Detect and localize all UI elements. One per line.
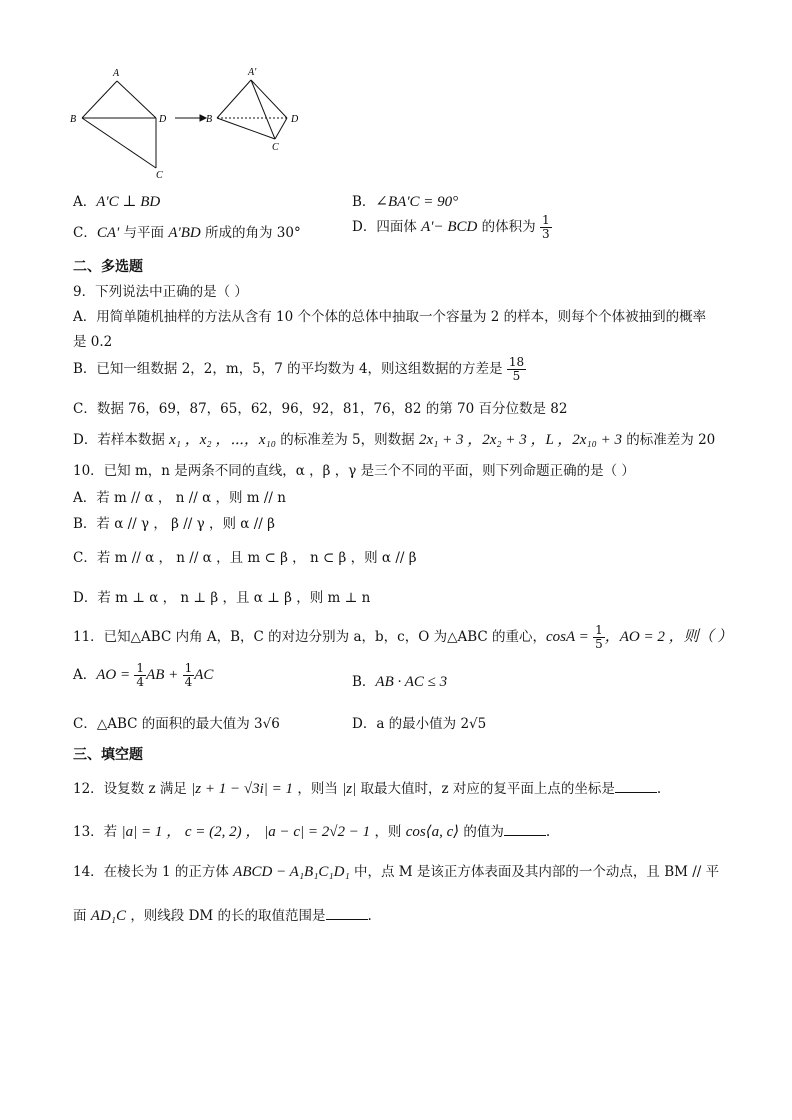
q8-option-a: A．A'C ⊥ BD xyxy=(73,194,161,210)
answer-blank[interactable] xyxy=(504,823,546,836)
q9-option-c: C．数据 76，69，87，65，62，96，92，81，76，82 的第 70 百分位数是 82 xyxy=(73,401,568,417)
arrow-icon xyxy=(175,115,206,121)
q9-option-b: B．已知一组数据 2，2，m，5，7 的平均数为 4，则这组数据的方差是 $\frac{18}{5}$ xyxy=(73,355,525,383)
q8-option-b: B．∠BA'C = 90° xyxy=(352,194,459,210)
folding-figure xyxy=(60,62,320,181)
q12: 12．设复数 z 满足 |z + 1 − √3i| = 1 ，则当 |z| 取最大值时，z 对应的复平面上点的坐标是 . xyxy=(73,781,662,797)
section-heading-multi: 二、多选题 xyxy=(73,259,143,275)
q8-option-c: C．CA' 与平面 A'BD 所成的角为 30° xyxy=(73,225,301,241)
q10-option-c: C．若 m // α ， n // α ，且 m ⊂ β ， n ⊂ β ，则 α // β xyxy=(73,550,417,566)
q11-stem: 11．已知△ABC 内角 A，B，C 的对边分别为 a，b，c，O 为△ABC 的重心，cosA = $\frac{1}{5}$ ，AO = 2 ，则（ ） xyxy=(73,623,733,651)
left-quadrilateral xyxy=(82,81,156,168)
q10-option-b: B．若 α // γ ， β // γ ，则 α // β xyxy=(73,516,275,532)
label-C: C xyxy=(156,170,163,181)
q9-option-d: D．若样本数据 x₁ ，x₂ ，⋯，x₁₀ 的标准差为 5，则数据 2x₁ + 3 ，2x₂ + 3 ，L ，2x₁₀ + 3 的标准差为 20 xyxy=(73,432,716,448)
label-B2: B xyxy=(206,114,213,125)
fraction-18-5: $\frac{18}{5}$ xyxy=(508,355,525,383)
q11-option-d: D．a 的最小值为 2√5 xyxy=(352,716,487,732)
label-D: D xyxy=(159,114,167,125)
q11-option-c: C．△ABC 的面积的最大值为 3√6 xyxy=(73,716,280,732)
fraction-one-third: $\frac{1}{3}$ xyxy=(541,213,550,241)
q9-option-a-line1: A．用简单随机抽样的方法从含有 10 个个体的总体中抽取一个容量为 2 的样本，则每个个体被抽到的概率 xyxy=(73,309,707,325)
fraction-1-4-a: $\frac{1}{4}$ xyxy=(136,661,145,689)
q13: 13．若 |a| = 1 ， c = (2, 2) ， |a − c| = 2√2 − 1 ，则 cos⟨a, c⟩ 的值为 . xyxy=(73,824,551,840)
q10-option-a: A．若 m // α ， n // α ，则 m // n xyxy=(73,490,286,506)
q14-line1: 14．在棱长为 1 的正方体 ABCD − A₁B₁C₁D₁ 中，点 M 是该正方体表面及其内部的一个动点，且 BM // 平 xyxy=(73,864,720,880)
fraction-1-4-b: $\frac{1}{4}$ xyxy=(184,661,193,689)
label-A-prime: A' xyxy=(248,67,257,78)
answer-blank[interactable] xyxy=(615,780,657,793)
tetrahedron xyxy=(217,80,287,139)
q9-option-a-line2: 是 0.2 xyxy=(73,334,113,350)
section-heading-fill: 三、填空题 xyxy=(73,747,143,763)
label-A: A xyxy=(113,68,120,79)
q11-option-a: A．AO = $\frac{1}{4}$ AB + $\frac{1}{4}$ AC xyxy=(73,661,214,689)
q10-option-d: D．若 m ⊥ α ， n ⊥ β ，且 α ⊥ β ，则 m ⊥ n xyxy=(73,590,371,606)
q11-option-b: B．AB · AC ≤ 3 xyxy=(352,674,448,690)
answer-blank[interactable] xyxy=(326,907,368,920)
q9-stem: 9．下列说法中正确的是（ ） xyxy=(73,284,248,300)
label-C2: C xyxy=(272,142,279,153)
q10-stem: 10．已知 m，n 是两条不同的直线，α ，β ，γ 是三个不同的平面，则下列命题正确的是（ ） xyxy=(73,463,635,479)
label-B: B xyxy=(70,114,77,125)
label-D2: D xyxy=(291,114,299,125)
fraction-1-5: $\frac{1}{5}$ xyxy=(595,623,603,651)
q14-line2: 面 AD₁C ，则线段 DM 的长的取值范围是 . xyxy=(73,908,372,924)
q8-option-d: D．四面体 A'− BCD 的体积为 $\frac{1}{3}$ xyxy=(352,213,550,241)
